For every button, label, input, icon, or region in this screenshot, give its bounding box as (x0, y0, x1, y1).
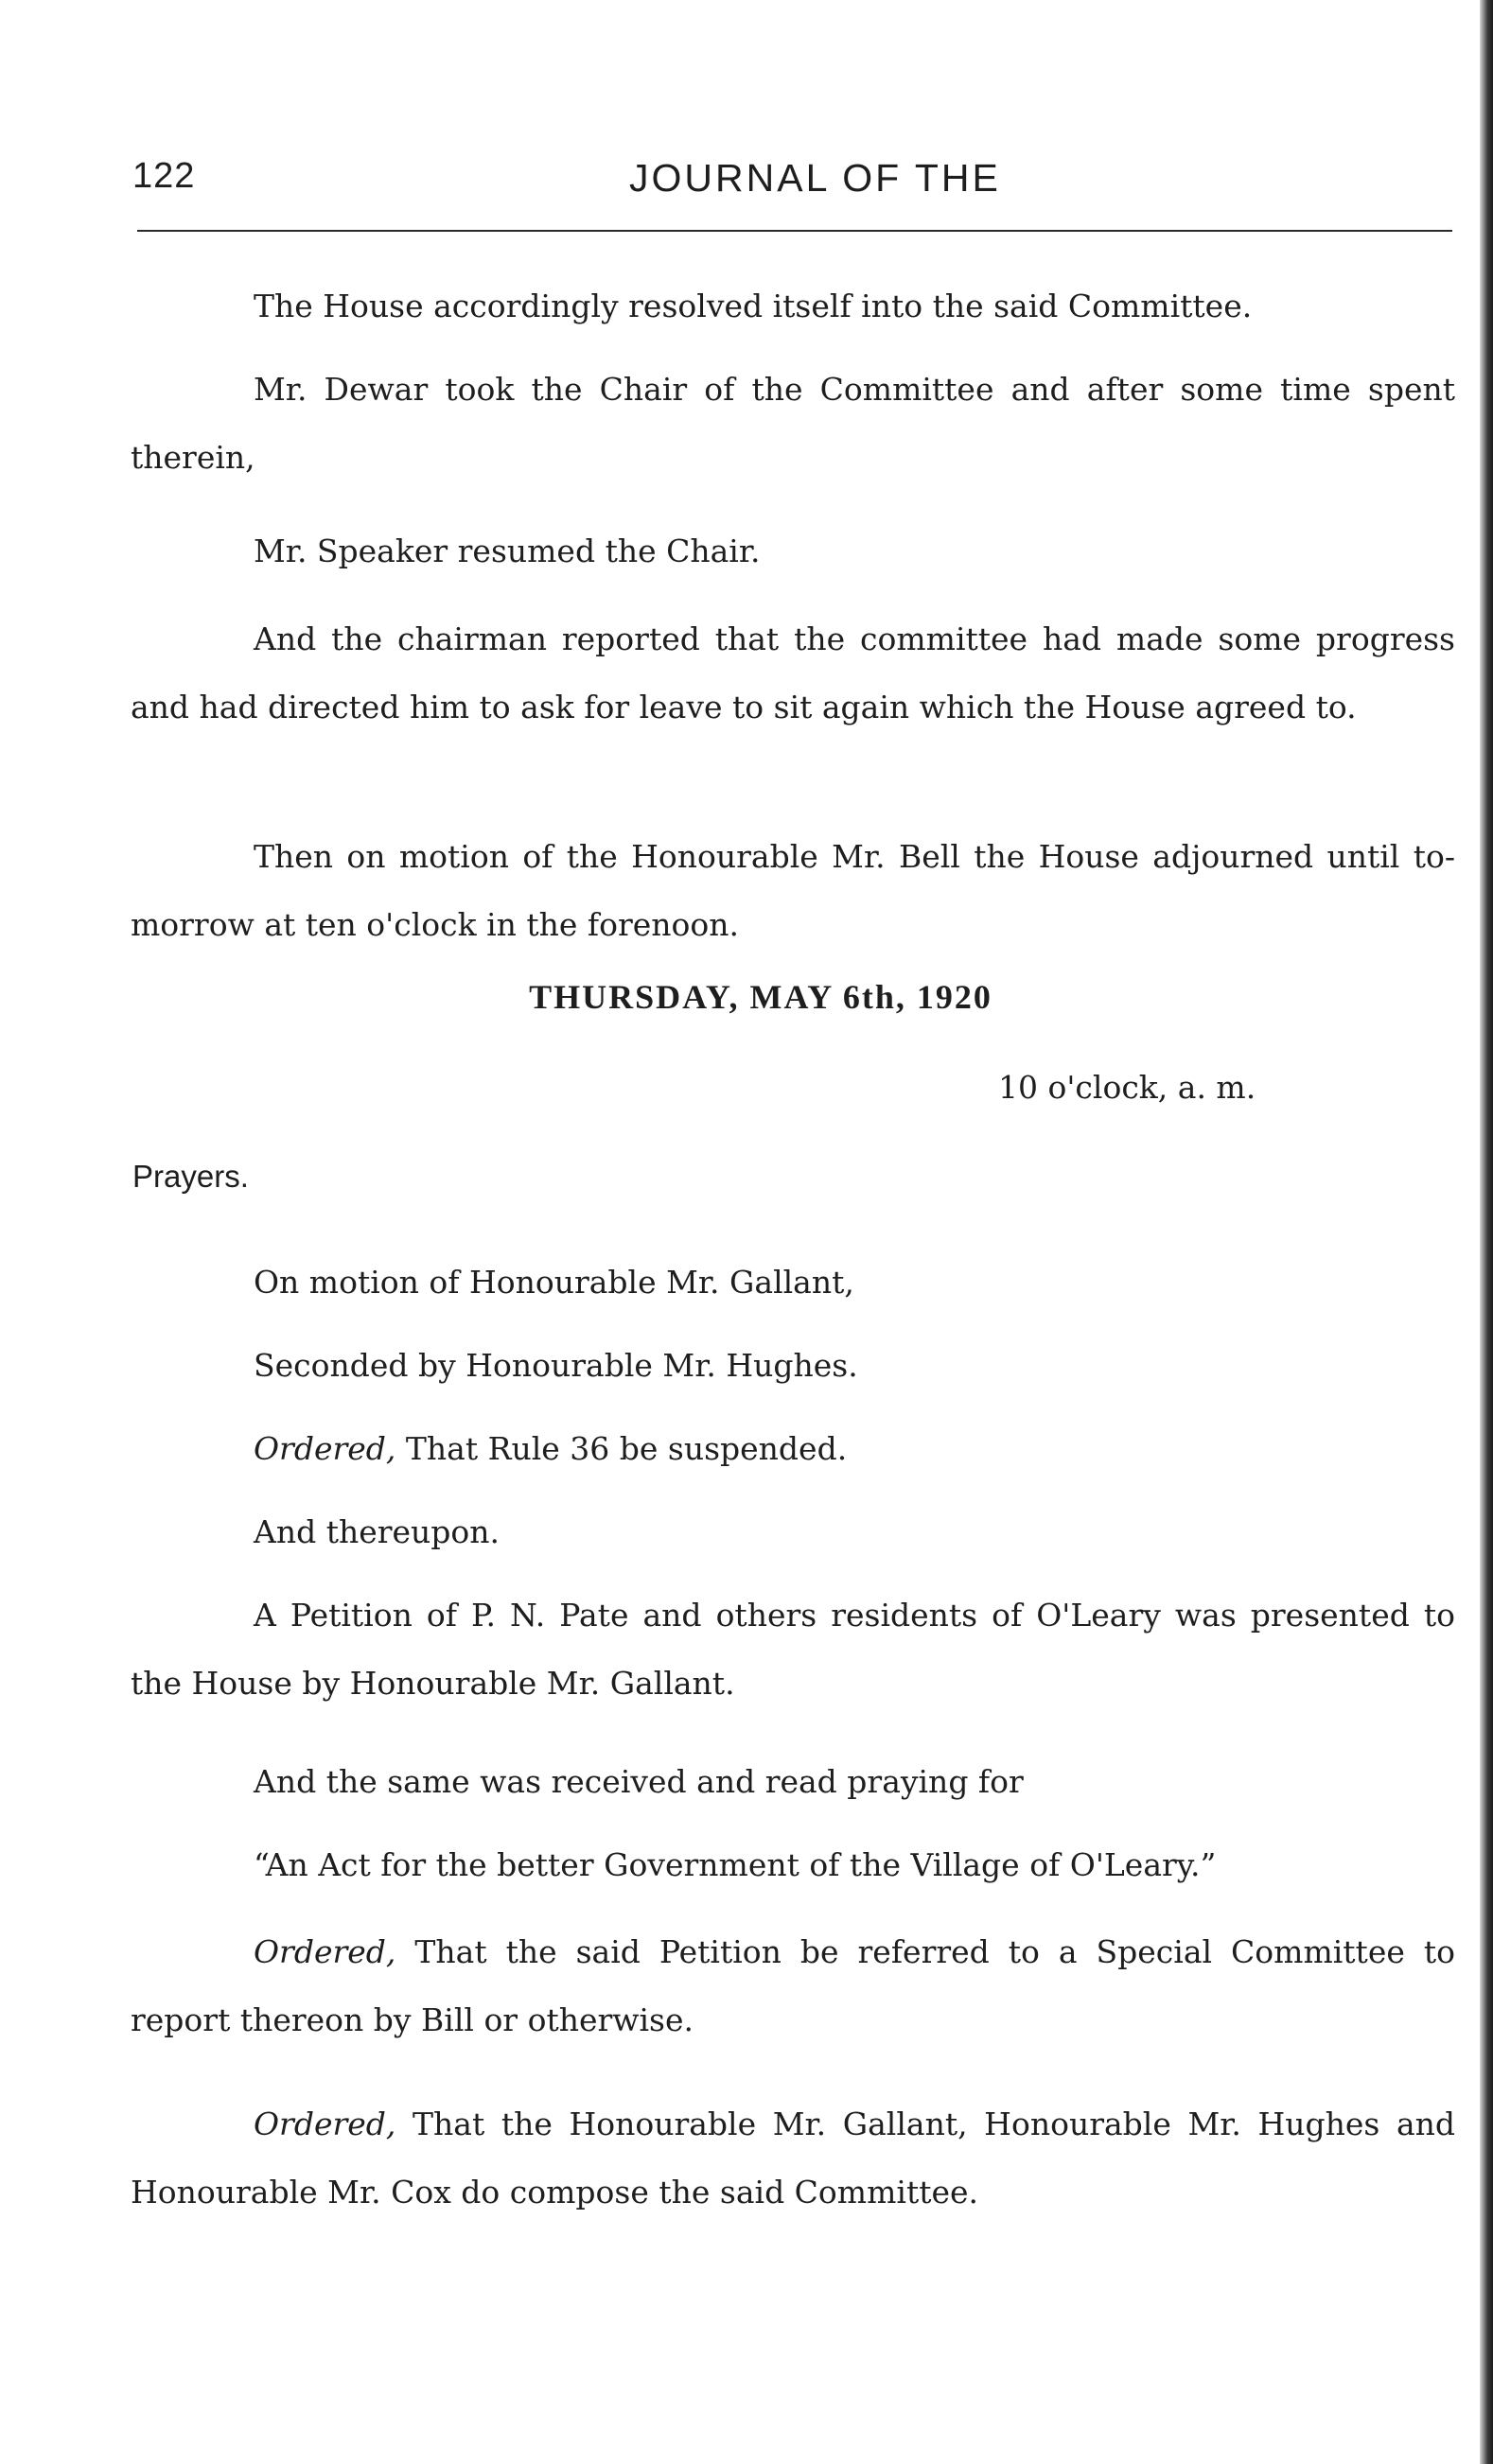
running-title: JOURNAL OF THE (629, 156, 1001, 200)
page-header (132, 156, 1452, 213)
ordered-label: Ordered, (254, 1933, 396, 1970)
date-heading: THURSDAY, MAY 6th, 1920 (529, 978, 992, 1016)
paragraph-motion: On motion of Honourable Mr. Gallant, (254, 1264, 854, 1301)
ordered-label: Ordered, (254, 2106, 396, 2142)
paragraph-ordered-rule (131, 1415, 1455, 1483)
paragraph-ordered-compose (131, 2090, 1455, 2227)
paragraph-dewar-chair: Mr. Dewar took the Chair of the Committee and after some time spent therein, (131, 371, 1455, 476)
page-edge-shadow (1480, 0, 1493, 2464)
paragraph-chairman-reported: And the chairman reported that the committee had made some progress and had directed him to ask for leave to sit again which the House agreed to. (131, 620, 1455, 725)
paragraph-speaker-resumed: Mr. Speaker resumed the Chair. (254, 533, 761, 569)
page-number: 122 (132, 156, 196, 196)
paragraph-seconded: Seconded by Honourable Mr. Hughes. (254, 1347, 858, 1384)
paragraph-committee: The House accordingly resolved itself into the said Committee. (254, 288, 1253, 324)
paragraph-ordered-referred (131, 1918, 1455, 2054)
ordered-text: That Rule 36 be suspended. (405, 1430, 848, 1467)
paragraph-act-title: “An Act for the better Government of the Village of O'Leary.” (254, 1846, 1217, 1883)
paragraph-adjourned: Then on motion of the Honourable Mr. Bell the House adjourned until to-morrow at ten o'clock in the forenoon. (131, 838, 1455, 943)
paragraph-petition: A Petition of P. N. Pate and others residents of O'Leary was presented to the House by Honourable Mr. Gallant. (131, 1597, 1455, 1702)
paragraph-thereupon: And thereupon. (254, 1513, 501, 1550)
paragraph-received: And the same was received and read praying for (254, 1763, 1024, 1800)
ordered-label: Ordered, (254, 1430, 396, 1467)
time-line: 10 o'clock, a. m. (998, 1069, 1256, 1106)
header-rule (137, 230, 1452, 232)
prayers-heading: Prayers. (132, 1159, 249, 1194)
ordered-text: That the Honourable Mr. Gallant, Honourable Mr. Hughes and Honourable Mr. Cox do compose the said Committee. (131, 2106, 1456, 2211)
ordered-text: That the said Petition be referred to a Special Committee to report thereon by Bill or otherwise. (131, 1933, 1455, 2038)
